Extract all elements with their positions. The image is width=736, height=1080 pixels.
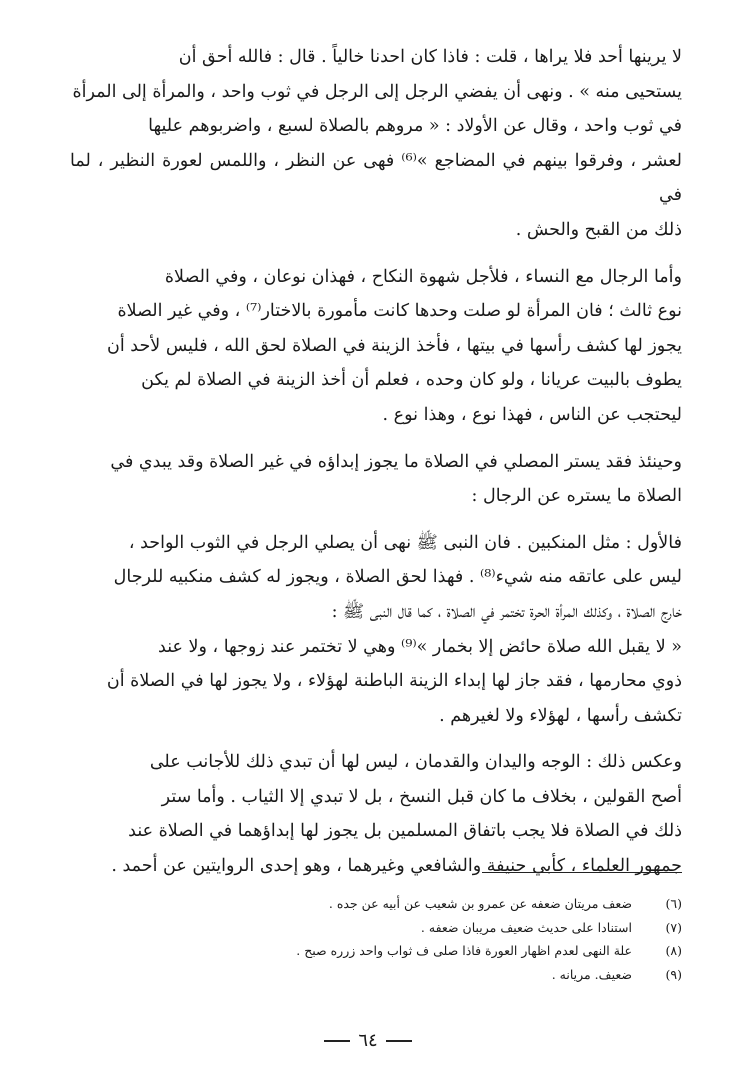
- footnote-text: استنادا على حديث ضعيف مريبان ضعفه .: [420, 919, 632, 935]
- footnote-divider: [482, 872, 682, 873]
- text-line: أصح القولين ، بخلاف ما كان قبل النسخ ، بل لا تبدي إلا الثياب . وأما ستر: [161, 786, 682, 807]
- text-line: وعكس ذلك : الوجه واليدان والقدمان ، ليس لها أن تبدي ذلك للأجانب على: [149, 752, 682, 773]
- text-line: الصلاة ما يستره عن الرجال :: [471, 486, 682, 507]
- text-line: ليس على عاتقه منه شيء⁽⁸⁾ . فهذا لحق الصلاة ، ويجوز له كشف منكبيه للرجال: [113, 567, 682, 588]
- text-line: يستحيى منه » . ونهى أن يفضي الرجل إلى الرجل في ثوب واحد ، والمرأة إلى المرأة: [72, 81, 682, 102]
- footnote: [70, 892, 682, 916]
- text-line: لعشر ، وفرقوا بينهم في المضاجع »⁽⁶⁾ فهى عن النظر ، واللمس لعورة النظير ، لما في: [70, 150, 683, 206]
- text-line: في ثوب واحد ، وقال عن الأولاد : « مروهم بالصلاة لسبع ، واضربوهم عليها: [148, 116, 682, 137]
- footnote: [70, 939, 682, 963]
- text-line: تكشف رأسها ، لهؤلاء ولا لغيرهم .: [439, 705, 682, 726]
- text-line: وحينئذ فقد يستر المصلي في الصلاة ما يجوز إبداؤه في غير الصلاة وقد يبدي في: [110, 451, 682, 472]
- text-line: وأما الرجال مع النساء ، فلأجل شهوة النكاح ، فهذان نوعان ، وفي الصلاة: [164, 266, 682, 287]
- page-number-value: ٦٤: [358, 1030, 378, 1051]
- footnote-number: (٩): [665, 966, 682, 982]
- paragraph-3: [70, 445, 682, 514]
- text-line: « لا يقبل الله صلاة حائض إلا بخمار »⁽⁹⁾ وهي لا تختمر عند زوجها ، ولا عند: [158, 636, 682, 657]
- footnotes: [70, 892, 682, 986]
- text-line: ذلك من القبح والحش .: [515, 219, 682, 240]
- text-line: يجوز لها كشف رأسها في بيتها ، فأخذ الزينة في الصلاة لحق الله ، فليس لأحد أن: [107, 335, 682, 356]
- dash-left: [386, 1040, 412, 1042]
- text-line: نوع ثالث ؛ فان المرأة لو صلت وحدها كانت مأمورة بالاختار⁽⁷⁾ ، وفي غير الصلاة: [117, 301, 682, 322]
- footnote: [70, 916, 682, 940]
- page-number: [0, 1030, 736, 1051]
- footnote-text: ضعف مريتان ضعفه عن عمرو بن شعيب عن أبيه عن جده .: [328, 896, 632, 911]
- text-line: ذلك في الصلاة فلا يجب باتفاق المسلمين بل يجوز لها إبداؤهما في الصلاة عند: [128, 821, 682, 842]
- footnote-text: ضعيف. مريانه .: [551, 966, 632, 982]
- dash-right: [324, 1040, 350, 1042]
- paragraph-2: [70, 260, 682, 433]
- text-line: يطوف بالبيت عريانا ، ولو كان وحده ، فعلم أن أخذ الزينة في الصلاة لم يكن: [141, 370, 682, 391]
- text-line: فالأول : مثل المنكبين . فان النبى ﷺ نهى أن يصلي الرجل في الثوب الواحد ،: [128, 532, 682, 553]
- text-line: جمهور العلماء ، كأبي حنيفة والشافعي وغيرهما ، وهو إحدى الروايتين عن أحمد .: [111, 856, 682, 877]
- paragraph-1: [70, 40, 682, 248]
- paragraph-4: [70, 526, 682, 734]
- footnote-text: علة النهى لعدم اظهار العورة فاذا صلى ف ثواب واحد زرره صبح .: [296, 943, 632, 958]
- footnote-number: (٦): [665, 896, 682, 911]
- paragraph-5: [70, 745, 682, 883]
- page-body: [70, 40, 682, 1050]
- footnote-number: (٨): [665, 943, 682, 958]
- footnote: [70, 963, 682, 987]
- footnote-number: (٧): [665, 919, 682, 935]
- text-line: ذوي محارمها ، فقد جاز لها إبداء الزينة الباطنة لهؤلاء ، ولا يجوز لها في الصلاة أن: [106, 671, 682, 692]
- text-line: ليحتجب عن الناس ، فهذا نوع ، وهذا نوع .: [382, 404, 682, 425]
- text-line: لا يرينها أحد فلا يراها ، قلت : فاذا كان احدنا خالياً . قال : فالله أحق أن: [178, 47, 682, 67]
- text-line: خارج الصلاة ، وكذلك المرأة الحرة تختمر في الصلاة ، كما قال النبى ﷺ :: [331, 601, 682, 622]
